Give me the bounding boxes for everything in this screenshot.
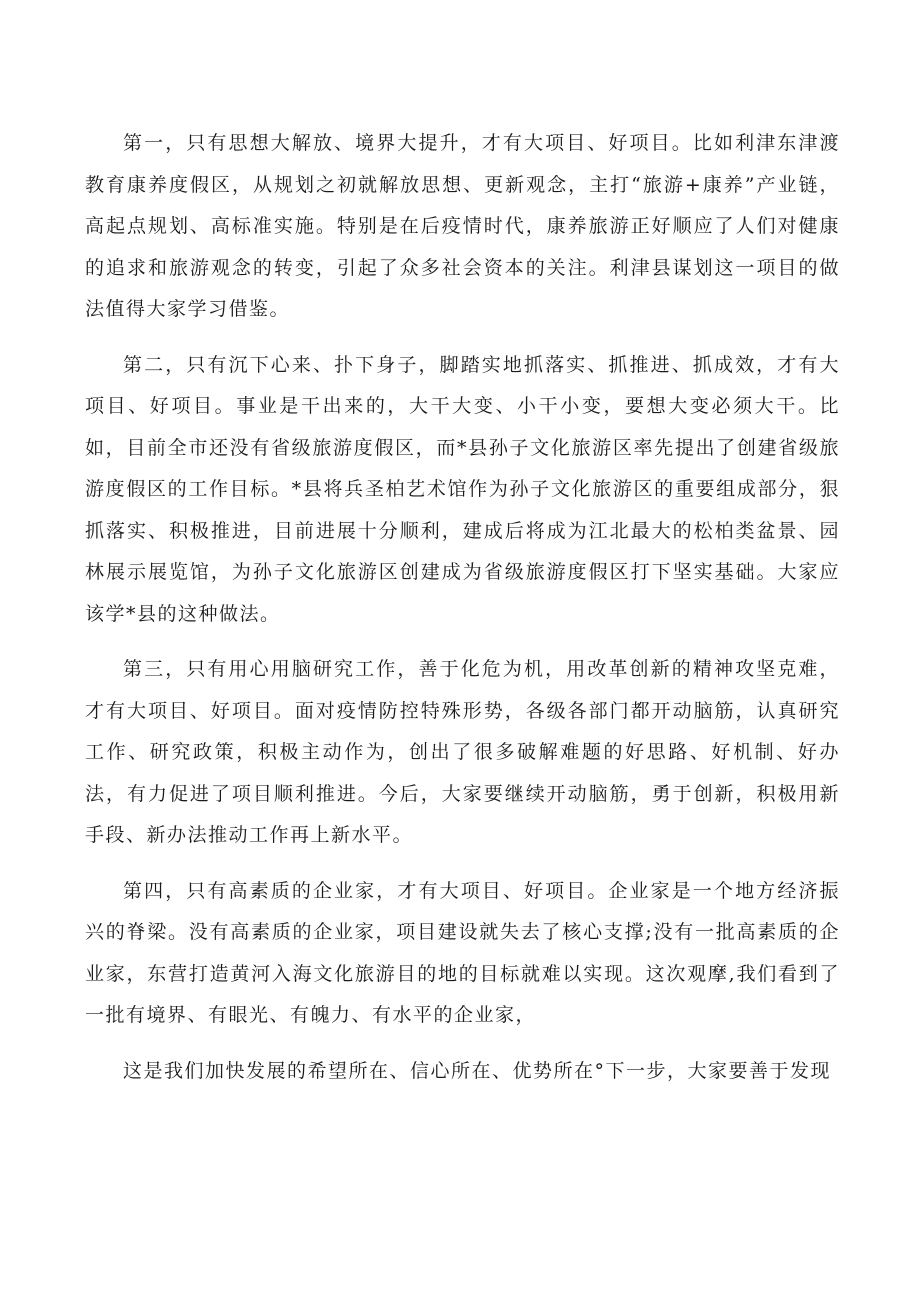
paragraph-4: 第四，只有高素质的企业家，才有大项目、好项目。企业家是一个地方经济振兴的脊梁。没有高素质的企业家，项目建设就失去了核心支撑;没有一批高素质的企业家，东营打造黄河入海文化旅游目的地的目标就难以实现。这次观摩,我们看到了一批有境界、有眼光、有魄力、有水平的企业家， [85, 879, 840, 1026]
paragraph-2: 第二，只有沉下心来、扑下身子，脚踏实地抓落实、抓推进、抓成效，才有大项目、好项目。事业是干出来的，大干大变、小干小变，要想大变必须大干。比如，目前全市还没有省级旅游度假区，而*县孙子文化旅游区率先提出了创建省级旅游度假区的工作目标。*县将兵圣柏艺术馆作为孙子文化旅游区的重要组成部分，狠抓落实、积极推进，目前进展十分顺利，建成后将成为江北最大的松柏类盆景、园林展示展览馆，为孙子文化旅游区创建成为省级旅游度假区打下坚实基础。大家应该学*县的这种做法。 [85, 353, 840, 625]
paragraph-5: 这是我们加快发展的希望所在、信心所在、优势所在°下一步，大家要善于发现 [123, 1059, 832, 1082]
document-body [85, 123, 840, 1092]
paragraph-3: 第三，只有用心用脑研究工作，善于化危为机，用改革创新的精神攻坚克难，才有大项目、好项目。面对疫情防控特殊形势，各级各部门都开动脑筋，认真研究工作、研究政策，积极主动作为，创出了很多破解难题的好思路、好机制、好办法，有力促进了项目顺利推进。今后，大家要继续开动脑筋，勇于创新，积极用新手段、新办法推动工作再上新水平。 [85, 658, 840, 846]
paragraph-1: 第一，只有思想大解放、境界大提升，才有大项目、好项目。比如利津东津渡教育康养度假区，从规划之初就解放思想、更新观念，主打“旅游+康养”产业链，高起点规划、高标准实施。特别是在后疫情时代，康养旅游正好顺应了人们对健康的追求和旅游观念的转变，引起了众多社会资本的关注。利津县谋划这一项目的做法值得大家学习借鉴。 [85, 132, 840, 320]
